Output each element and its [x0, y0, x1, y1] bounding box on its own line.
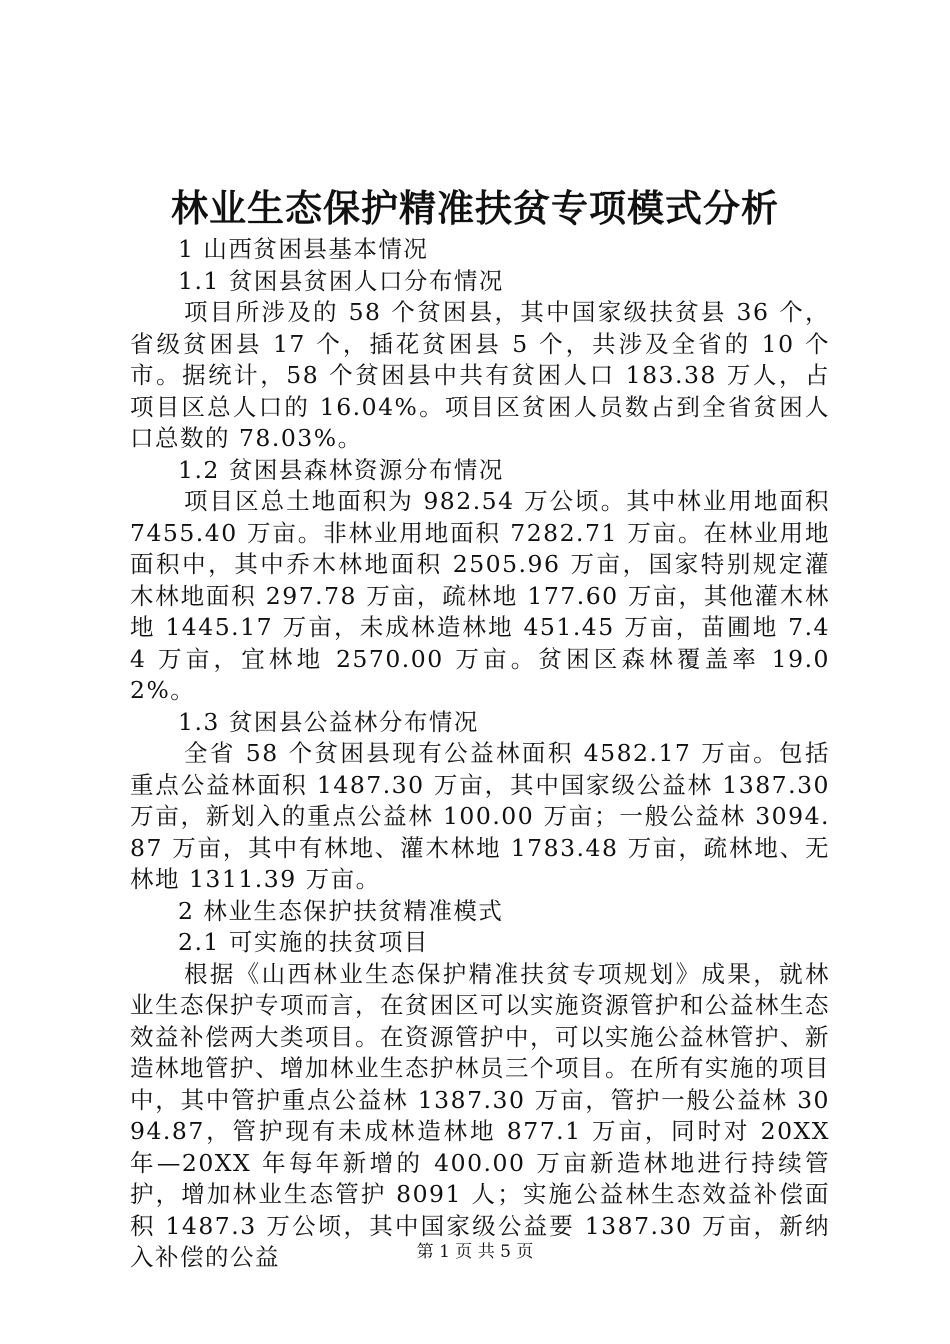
page-number-footer: 第 1 页 共 5 页	[416, 1242, 534, 1262]
document-title: 林业生态保护精准扶贫专项模式分析	[171, 186, 779, 230]
section-heading: 2 林业生态保护扶贫精准模式	[178, 896, 504, 925]
section-heading: 1 山西贫困县基本情况	[178, 235, 429, 263]
subsection-heading: 1.3 贫困县公益林分布情况	[178, 707, 479, 736]
document-body	[130, 234, 830, 1274]
body-paragraph: 项目区总土地面积为 982.54 万公顷。其中林业用地面积 7455.40 万亩。非林业用地面积 7282.71 万亩。在林业用地面积中，其中乔木林地面积 2505.96 万亩，国家特别规定灌木林地面积 297.78 万亩，疏林地 177.60 万亩，其他灌木林地 1445.17 万亩，未成林造林地 451.45 万亩，苗圃地 7.44 万亩，宜林地 2570.00 万亩。贫困区森林覆盖率 19.02%。	[130, 487, 830, 704]
subsection-heading: 1.1 贫困县贫困人口分布情况	[178, 266, 504, 295]
body-paragraph: 项目所涉及的 58 个贫困县，其中国家级扶贫县 36 个，省级贫困县 17 个，插花贫困县 5 个，共涉及全省的 10 个市。据统计，58 个贫困县中共有贫困人口 183.38 万人，占项目区总人口的 16.04%。项目区贫困人员数占到全省贫困人口总数的 78.03%。	[130, 298, 830, 452]
body-paragraph: 全省 58 个贫困县现有公益林面积 4582.17 万亩。包括重点公益林面积 1487.30 万亩，其中国家级公益林 1387.30 万亩，新划入的重点公益林 100.00 万亩；一般公益林 3094.87 万亩，其中有林地、灌木林地 1783.48 万亩，疏林地、无林地 1311.39 万亩。	[130, 739, 830, 893]
body-paragraph: 根据《山西林业生态保护精准扶贫专项规划》成果，就林业生态保护专项而言，在贫困区可以实施资源管护和公益林生态效益补偿两大类项目。在资源管护中，可以实施公益林管护、新造林地管护、增加林业生态护林员三个项目。在所有实施的项目中，其中管护重点公益林 1387.30 万亩，管护一般公益林 3094.87，管护现有未成林造林地 877.1 万亩，同时对 20XX 年—20XX 年每年新增的 400.00 万亩新造林地进行持续管护，增加林业生态管护 8091 人；实施公益林生态效益补偿面积 1487.3 万公顷，其中国家级公益要 1387.30 万亩，新纳入补偿的公益	[130, 959, 830, 1271]
subsection-heading: 1.2 贫困县森林资源分布情况	[178, 455, 504, 484]
subsection-heading: 2.1 可实施的扶贫项目	[178, 928, 429, 956]
